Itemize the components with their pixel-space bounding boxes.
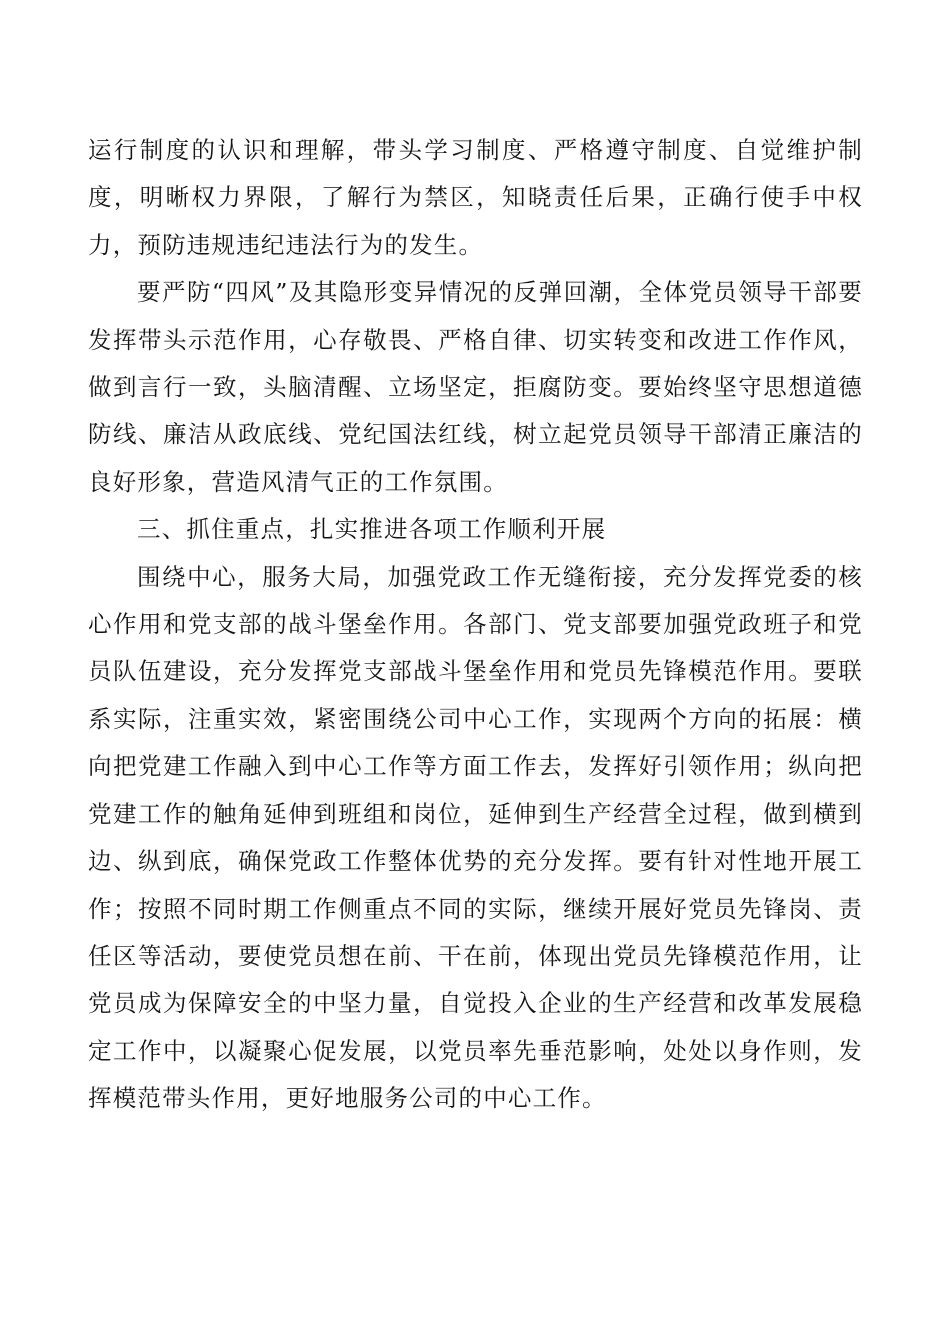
document-body <box>88 127 863 1123</box>
paragraph-focus-work: 围绕中心，服务大局，加强党政工作无缝衔接，充分发挥党委的核心作用和党支部的战斗堡垒作用。各部门、党支部要加强党政班子和党员队伍建设，充分发挥党支部战斗堡垒作用和党员先锋模范作用。要联系实际，注重实效，紧密围绕公司中心工作，实现两个方向的拓展：横向把党建工作融入到中心工作等方面工作去，发挥好引领作用；纵向把党建工作的触角延伸到班组和岗位，延伸到生产经营全过程，做到横到边、纵到底，确保党政工作整体优势的充分发挥。要有针对性地开展工作；按照不同时期工作侧重点不同的实际，继续开展好党员先锋岗、责任区等活动，要使党员想在前、干在前，体现出党员先锋模范作用，让党员成为保障安全的中坚力量，自觉投入企业的生产经营和改革发展稳定工作中，以凝聚心促发展，以党员率先垂范影响，处处以身作则，发挥模范带头作用，更好地服务公司的中心工作。 <box>88 562 863 1113</box>
section-heading-three: 三、抓住重点，扎实推进各项工作顺利开展 <box>137 515 607 544</box>
paragraph-four-winds: 要严防“四风”及其隐形变异情况的反弹回潮，全体党员领导干部要发挥带头示范作用，心存敬畏、严格自律、切实转变和改进工作作风，做到言行一致，头脑清醒、立场坚定，拒腐防变。要始终坚守思想道德防线、廉洁从政底线、党纪国法红线，树立起党员领导干部清正廉洁的良好形象，营造风清气正的工作氛围。 <box>88 278 863 496</box>
paragraph-continuation: 运行制度的认识和理解，带头学习制度、严格遵守制度、自觉维护制度，明晰权力界限，了解行为禁区，知晓责任后果，正确行使手中权力，预防违规违纪违法行为的发生。 <box>88 136 863 259</box>
